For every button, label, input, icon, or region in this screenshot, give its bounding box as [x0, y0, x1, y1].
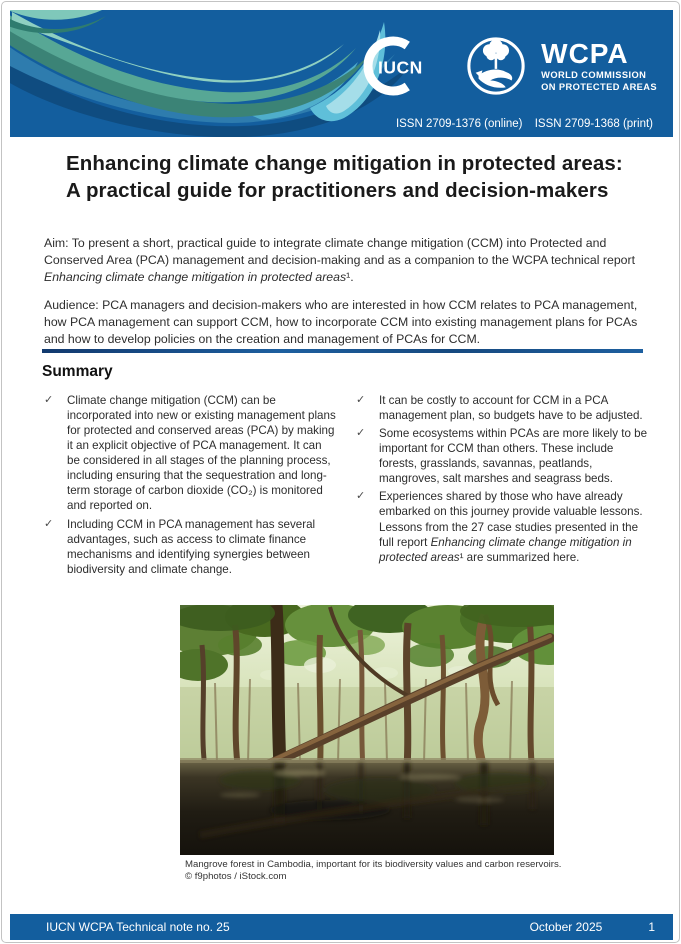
photo-caption-block	[185, 859, 565, 884]
footer-date: October 2025	[529, 920, 603, 934]
iucn-logo-icon	[363, 34, 451, 98]
issn-line	[396, 118, 653, 130]
summary-bullet: ✓ It can be costly to account for CCM in a PCA management plan, so budgets have to be adjusted.	[356, 394, 643, 423]
logo-row	[363, 34, 657, 98]
intro-block	[44, 235, 644, 359]
summary-column-right	[354, 393, 648, 580]
wcpa-logo-text	[541, 40, 657, 92]
wcpa-subtitle-line1: WORLD COMMISSION	[541, 69, 647, 80]
audience-paragraph: Audience: PCA managers and decision-makers who are interested in how CCM relates to PCA management, how PCA management can support CCM, how to incorporate CCM into existing management plans for PCAs and how to develop policies on the creation and management of PCAs for CCM.	[44, 297, 638, 346]
summary-columns	[42, 393, 648, 580]
summary-heading: Summary	[42, 363, 113, 380]
iucn-logo-text: IUCN	[378, 57, 423, 78]
summary-column-left	[42, 393, 336, 580]
footer-note-label: IUCN WCPA Technical note no. 25	[46, 920, 230, 934]
issn-online: ISSN 2709-1376 (online)	[395, 118, 523, 130]
header-banner	[10, 10, 673, 137]
check-icon: ✓	[356, 427, 366, 440]
photo-credit: © f9photos / iStock.com	[185, 871, 287, 883]
check-icon: ✓	[356, 490, 366, 503]
page-title: Enhancing climate change mitigation in protected areas: A practical guide for practitioners and decision-makers	[66, 152, 623, 203]
footer-bar	[10, 914, 673, 940]
mangrove-photo	[180, 605, 554, 855]
check-icon: ✓	[356, 394, 366, 406]
summary-bullet-list-left	[42, 393, 336, 577]
wcpa-subtitle-line2: ON PROTECTED AREAS	[541, 81, 657, 92]
section-divider	[42, 349, 643, 353]
wcpa-emblem-icon	[465, 35, 527, 97]
summary-bullet: ✓ Climate change mitigation (CCM) can be incorporated into new or existing management plans for protected and conserved areas (PCA) by making it an explicit objective of PCA management. It can be considered in all stages of the planning process, including ensuring that the sequestration and long-term storage of carbon dioxide (CO₂) is monitored and reported on.	[44, 394, 336, 513]
check-icon: ✓	[44, 517, 54, 530]
footer-page-number: 1	[648, 920, 655, 934]
photo-caption: Mangrove forest in Cambodia, important for its biodiversity values and carbon reservoirs.	[185, 859, 562, 870]
check-icon: ✓	[44, 394, 54, 406]
summary-bullet-list-right	[354, 393, 648, 565]
issn-print: ISSN 2709-1368 (print)	[534, 118, 653, 130]
document-page	[1, 1, 680, 943]
summary-bullet: ✓ Experiences shared by those who have already embarked on this journey provide valuable lessons. Lessons from the 27 case studies presented in the full report Enhancing climate change mitigation in protected areas¹ are summarized here.	[356, 490, 643, 564]
wcpa-acronym: WCPA	[541, 38, 629, 70]
summary-bullet: ✓ Including CCM in PCA management has several advantages, such as access to climate finance mechanisms and identifying synergies between biodiversity and climate change.	[44, 517, 316, 576]
summary-bullet: ✓ Some ecosystems within PCAs are more likely to be important for CCM than others. These include forests, grasslands, savannas, peatlands, mangroves, salt marshes and seagrass beds.	[356, 427, 648, 486]
aim-paragraph: Aim: To present a short, practical guide to integrate climate change mitigation (CCM) into Protected and Conserved Area (PCA) management and decision-making and as a companion to the WCPA technical report Enhancing climate change mitigation in protected areas¹.	[44, 236, 636, 284]
